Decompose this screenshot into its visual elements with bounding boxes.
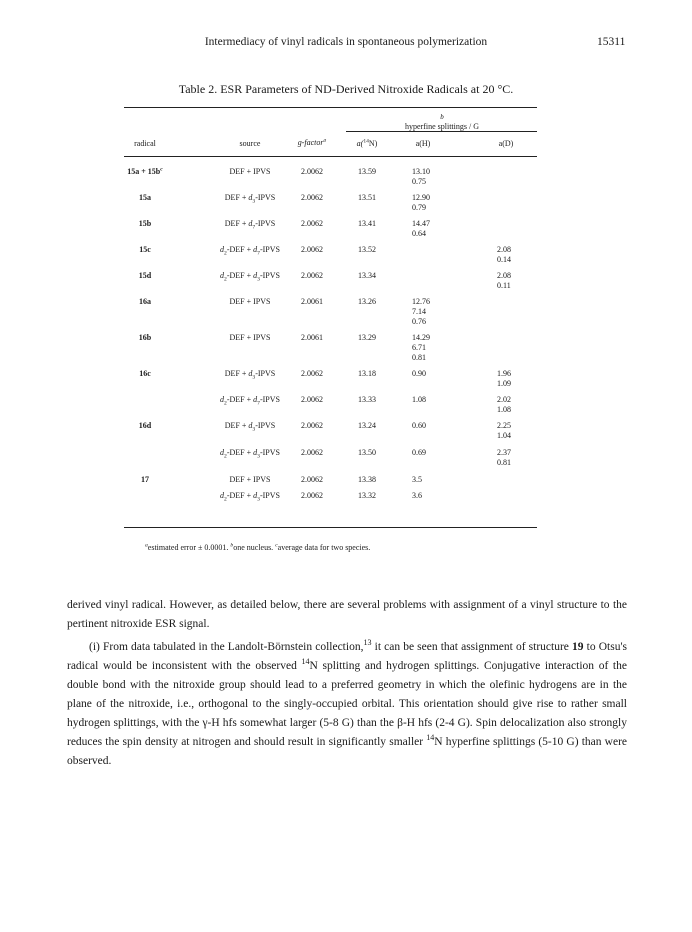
table-cell-aN: 13.29 [358, 333, 376, 342]
table-cell-aH-value: 0.79 [412, 203, 426, 212]
radical-label: 16c [139, 369, 151, 378]
p2-text-e: N hyperfine splittings (5-10 G) than were observed. [67, 736, 628, 767]
table-cell-g-factor: 2.0062 [301, 369, 323, 378]
table-cell-aD-value: 2.25 [497, 421, 511, 430]
table-cell-aH-value: 0.76 [412, 317, 426, 326]
radical-label: 15c [139, 245, 151, 254]
table-cell-source: $d_2$-DEF + $d_7$-IPVS [220, 395, 280, 407]
footnote-a-mark: a [145, 542, 148, 549]
header-source: source [239, 139, 261, 148]
hfs-group-header [405, 112, 479, 132]
footnote-c-text: average data for two species. [277, 543, 371, 552]
header-aH: a(H) [415, 139, 431, 148]
table-cell-radical [127, 167, 163, 177]
table-cell-aD-value: 1.08 [497, 405, 511, 414]
table-cell-aD-value: 0.14 [497, 255, 511, 264]
table-cell-g-factor: 2.0062 [301, 245, 323, 254]
table-cell-radical [139, 271, 151, 281]
header-aD: a(D) [498, 139, 514, 148]
table-cell-source: DEF + IPVS [229, 297, 271, 306]
table-cell-aD-value: 0.81 [497, 458, 511, 467]
table-cell-g-factor: 2.0062 [301, 395, 323, 404]
hfs-group-label: hyperfine splittings [405, 122, 467, 131]
table-cell-source: DEF + $d_3$-IPVS [224, 369, 276, 381]
table-cell-aN: 13.33 [358, 395, 376, 404]
table-cell-aN: 13.59 [358, 167, 376, 176]
table-cell-source: DEF + $d_7$-IPVS [224, 219, 276, 231]
table-cell-aH-value: 0.90 [412, 369, 426, 378]
table-caption: Table 2. ESR Parameters of ND-Derived Nitroxide Radicals at 20 °C. [178, 82, 514, 96]
table-cell-radical [139, 421, 151, 431]
table-cell-radical [139, 297, 151, 307]
radical-label: 15b [138, 219, 152, 228]
table-cell-aH [412, 448, 426, 458]
column-header-rule [124, 156, 537, 157]
body-paragraph-1: derived vinyl radical. However, as detailed below, there are several problems with assignment of a vinyl structure to the pertinent nitroxide ESR signal. [67, 599, 627, 630]
table-cell-source: DEF + IPVS [229, 475, 271, 484]
table-cell-aH-value: 3.5 [412, 475, 422, 484]
table-cell-aH [412, 491, 422, 501]
table-bottom-rule [124, 527, 537, 528]
header-radical: radical [134, 139, 156, 148]
table-cell-aN: 13.52 [358, 245, 376, 254]
table-cell-aH [412, 475, 422, 485]
p2-text-c: to Otsu's radical would be inconsistent with the observed [67, 641, 627, 672]
table-cell-source: DEF + $d_3$-IPVS [224, 421, 276, 433]
p2-text-d: N splitting and hydrogen splittings. Conjugative interaction of the double bond with the nitroxide group should lead to a preferred geometry in which the olefinic hydrogens are in the plane of the nitroxide, i.e., orthogonal to the singly-occupied orbital. This orientation should give rise to rather small hydrogen splittings, with the γ-H hfs somewhat larger (5-8 G) than the β-H hfs (2-4 G). Spin delocalization also strongly reduces the spin density at nitrogen and should result in significantly smaller [67, 660, 627, 748]
table-cell-aN: 13.34 [358, 271, 376, 280]
radical-label: 15a + 15b [127, 167, 161, 176]
table-cell-g-factor: 2.0062 [301, 475, 323, 484]
table-cell-aN: 13.32 [358, 491, 376, 500]
table-cell-aN: 13.51 [358, 193, 376, 202]
table-cell-aD-value: 1.96 [497, 369, 511, 378]
radical-label: 16d [138, 421, 152, 430]
table-cell-aH-value: 0.75 [412, 177, 426, 186]
p2-isotope-sup-2: 14 [426, 733, 435, 743]
table-cell-aH-value: 0.69 [412, 448, 426, 457]
page-header [0, 36, 692, 52]
header-aN-post: N) [368, 139, 378, 148]
footnote-b-mark: b [230, 542, 234, 549]
radical-label: 15d [138, 271, 152, 280]
hfs-unit: / G [467, 122, 479, 131]
header-g-factor [298, 138, 327, 148]
table-cell-aN: 13.41 [358, 219, 376, 228]
table-cell-aH [412, 219, 430, 239]
radical-label: 17 [141, 475, 149, 484]
table-top-rule [124, 107, 537, 108]
table-cell-aN: 13.38 [358, 475, 376, 484]
footnote-a-text: estimated error ± 0.0001. [147, 543, 231, 552]
table-cell-g-factor: 2.0062 [301, 271, 323, 280]
header-aN-sup: 14 [363, 138, 369, 145]
table-cell-source: DEF + IPVS [229, 167, 271, 176]
table-cell-aD [497, 395, 511, 415]
table-cell-aD-value: 2.08 [497, 271, 511, 280]
table-cell-aH-value: 13.10 [412, 167, 430, 176]
radical-label: 16b [138, 333, 152, 342]
page-number: 15311 [597, 36, 626, 48]
body-paragraph-2 [67, 638, 627, 771]
table-cell-aH-value: 0.64 [412, 229, 426, 238]
table-cell-aD [497, 448, 511, 468]
table-cell-aH-value: 1.08 [412, 395, 426, 404]
radical-footnote-mark: c [160, 166, 163, 173]
table-cell-radical [139, 219, 151, 229]
table-cell-g-factor: 2.0062 [301, 491, 323, 500]
table-cell-aD-value: 0.11 [497, 281, 511, 290]
table-cell-aH-value: 14.29 [412, 333, 430, 342]
table-cell-aH [412, 369, 426, 379]
table-cell-aD [497, 421, 511, 441]
table-cell-radical [139, 333, 151, 343]
table-cell-radical [141, 475, 149, 485]
table-cell-aH [412, 297, 430, 327]
table-cell-aH-value: 6.71 [412, 343, 426, 352]
table-cell-aH-value: 0.81 [412, 353, 426, 362]
p2-structure-number: 19 [572, 641, 584, 653]
table-cell-aD [497, 245, 511, 265]
table-cell-radical [139, 369, 151, 379]
table-cell-aD-value: 2.37 [497, 448, 511, 457]
table-cell-source: $d_2$-DEF + $d_3$-IPVS [220, 448, 280, 460]
table-cell-source: DEF + $d_3$-IPVS [224, 193, 276, 205]
table-cell-aH-value: 12.76 [412, 297, 430, 306]
table-cell-aH [412, 395, 426, 405]
radical-label: 15a [139, 193, 151, 202]
p2-text-a: (i) From data tabulated in the Landolt-Börnstein collection, [89, 641, 364, 653]
table-cell-aD [497, 271, 511, 291]
table-cell-aH [412, 193, 430, 213]
table-cell-aD-value: 1.09 [497, 379, 511, 388]
table-cell-source: $d_2$-DEF + $d_3$-IPVS [220, 271, 280, 283]
table-cell-radical [139, 193, 151, 203]
table-cell-source: $d_2$-DEF + $d_7$-IPVS [220, 245, 280, 257]
header-aN-pre: a( [356, 139, 364, 148]
table-footnote [145, 543, 370, 552]
hfs-footnote-mark: b [440, 113, 444, 121]
table-cell-g-factor: 2.0061 [301, 333, 323, 342]
table-cell-aH [412, 333, 430, 363]
table-cell-g-factor: 2.0062 [301, 448, 323, 457]
table-cell-aH-value: 14.47 [412, 219, 430, 228]
table-cell-aD-value: 1.04 [497, 431, 511, 440]
table-cell-aD-value: 2.02 [497, 395, 511, 404]
table-cell-aH-value: 0.60 [412, 421, 426, 430]
table-cell-aN: 13.50 [358, 448, 376, 457]
table-cell-source: $d_2$-DEF + $d_3$-IPVS [220, 491, 280, 503]
table-cell-g-factor: 2.0062 [301, 219, 323, 228]
table-cell-aH [412, 421, 426, 431]
table-cell-radical [139, 245, 151, 255]
table-cell-aH-value: 12.90 [412, 193, 430, 202]
p2-isotope-sup: 14 [301, 657, 310, 667]
table-cell-aH-value: 7.14 [412, 307, 426, 316]
table-cell-g-factor: 2.0062 [301, 193, 323, 202]
table-cell-aH [412, 167, 430, 187]
header-g-factor-label: g-factor [297, 138, 324, 147]
table-cell-aN: 13.24 [358, 421, 376, 430]
table-cell-aH-value: 3.6 [412, 491, 422, 500]
header-g-factor-mark: a [323, 137, 327, 144]
footnote-b-text: one nucleus. [233, 543, 276, 552]
table-cell-aN: 13.18 [358, 369, 376, 378]
p2-text-b: it can be seen that assignment of structure [371, 641, 573, 653]
table-cell-g-factor: 2.0061 [301, 297, 323, 306]
table-cell-aN: 13.26 [358, 297, 376, 306]
table-cell-aD [497, 369, 511, 389]
header-aN [357, 139, 378, 149]
table-cell-aD-value: 2.08 [497, 245, 511, 254]
table-cell-g-factor: 2.0062 [301, 421, 323, 430]
table-cell-source: DEF + IPVS [229, 333, 271, 342]
radical-label: 16a [139, 297, 151, 306]
table-cell-g-factor: 2.0062 [301, 167, 323, 176]
footnote-c-mark: c [275, 542, 278, 549]
p2-reference: 13 [363, 638, 372, 648]
running-title: Intermediacy of vinyl radicals in spontaneous polymerization [204, 36, 488, 48]
